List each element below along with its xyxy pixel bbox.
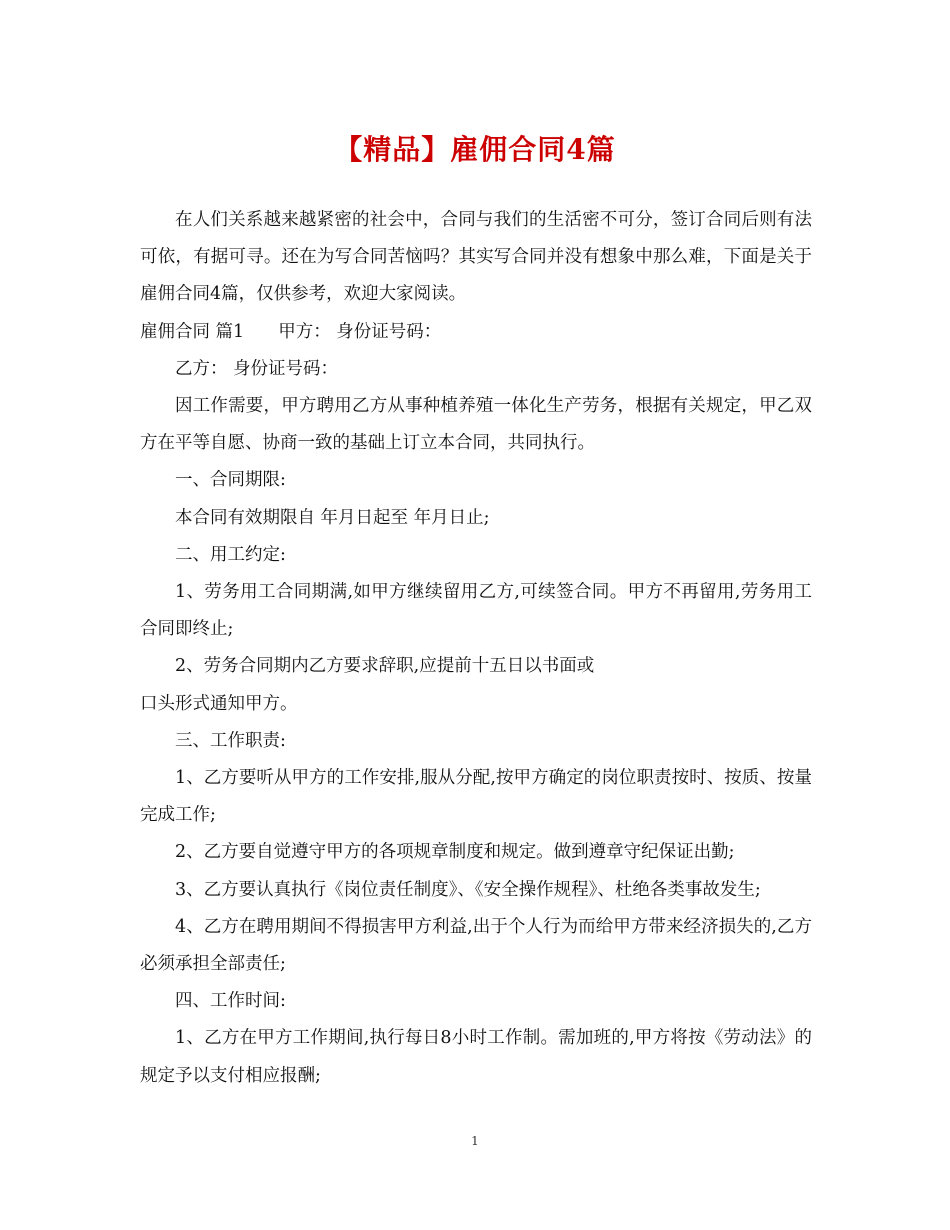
section-4-title: 四、工作时间: <box>175 991 286 1012</box>
section-2-item-1: 1、劳务用工合同期满,如甲方继续留用乙方,可续签合同。甲方不再留用,劳务用工合同即终止; <box>140 582 812 640</box>
section-1-title: 一、合同期限: <box>175 470 286 491</box>
purpose-paragraph: 因工作需要，甲方聘用乙方从事种植养殖一体化生产劳务，根据有关规定，甲乙双方在平等自愿、协商一致的基础上订立本合同，共同执行。 <box>140 396 812 454</box>
contract-heading: 雇佣合同 篇1 <box>140 321 245 342</box>
intro-paragraph: 在人们关系越来越紧密的社会中，合同与我们的生活密不可分，签订合同后则有法可依，有据可寻。还在为写合同苦恼吗？其实写合同并没有想象中那么难，下面是关于雇佣合同4篇，仅供参考，欢迎大家阅读。 <box>140 210 812 305</box>
page-number: 1 <box>471 1134 479 1148</box>
section-4-item-1: 1、乙方在甲方工作期间,执行每日8小时工作制。需加班的,甲方将按《劳动法》的规定予以支付相应报酬; <box>140 1028 812 1086</box>
section-3-item-4: 4、乙方在聘用期间不得损害甲方利益,出于个人行为而给甲方带来经济损失的,乙方必须承担全部责任; <box>140 916 812 975</box>
party-b-line: 乙方： 身份证号码： <box>175 358 339 379</box>
section-3-item-1: 1、乙方要听从甲方的工作安排,服从分配,按甲方确定的岗位职责按时、按质、按量完成工作; <box>140 768 812 826</box>
section-3-item-3: 3、乙方要认真执行《岗位责任制度》、《安全操作规程》、杜绝各类事故发生; <box>175 879 761 900</box>
document-body <box>140 202 812 1095</box>
section-2-title: 二、用工约定: <box>175 544 286 565</box>
section-2-item-2-continued: 口头形式通知甲方。 <box>140 693 298 714</box>
section-2-item-2: 2、劳务合同期内乙方要求辞职,应提前十五日以书面或 <box>175 656 595 677</box>
section-3-title: 三、工作职责: <box>175 730 286 751</box>
party-a-line: 甲方： 身份证号码： <box>278 321 442 342</box>
contract-heading-line <box>140 314 812 351</box>
document-title: 【精品】雇佣合同4篇 <box>334 133 616 166</box>
section-1-text: 本合同有效期限自 年月日起至 年月日止; <box>175 507 490 528</box>
section-3-item-2: 2、乙方要自觉遵守甲方的各项规章制度和规定。做到遵章守纪保证出勤; <box>175 842 735 863</box>
